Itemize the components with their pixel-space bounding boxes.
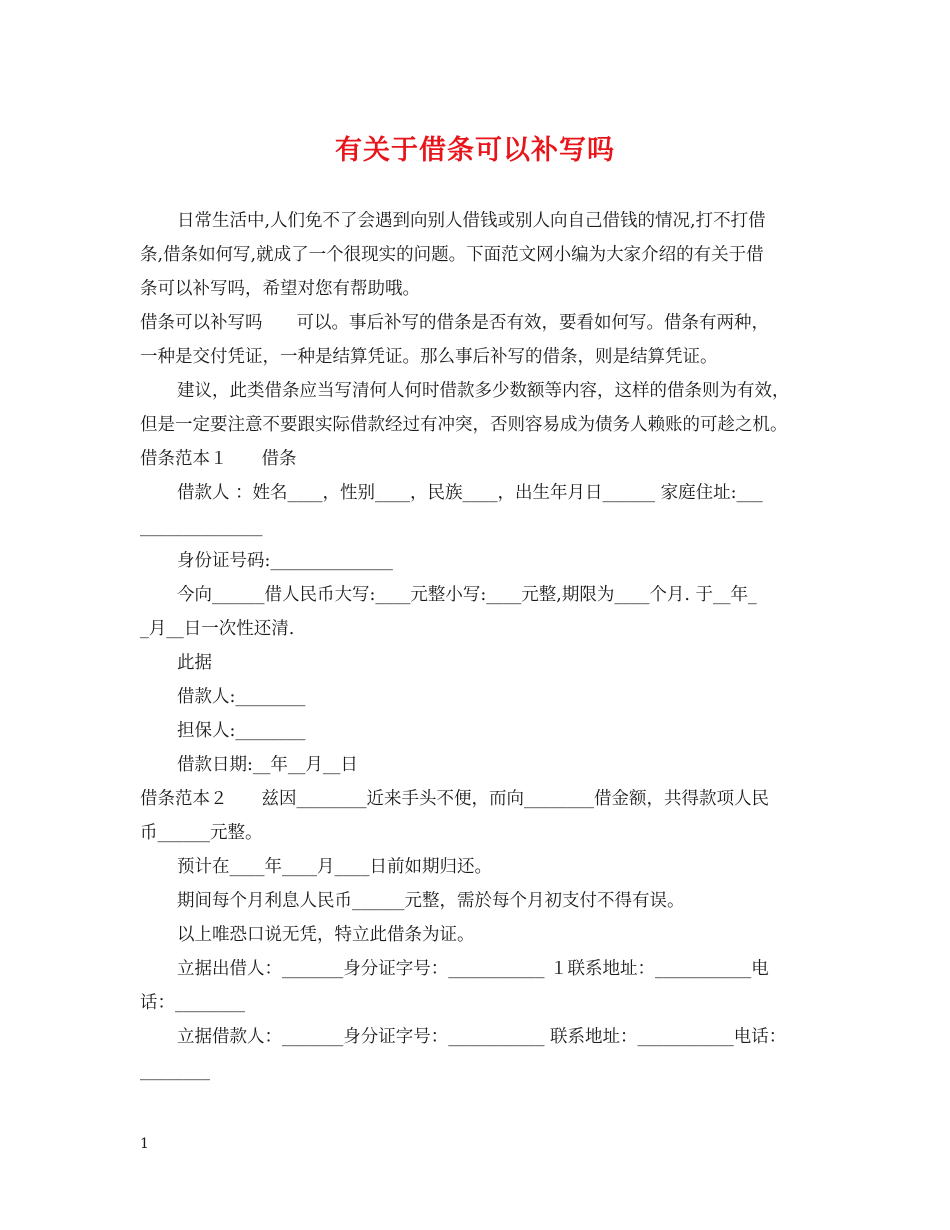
paragraph-line: 话：________ [140, 993, 245, 1013]
paragraph-line: ______________ [140, 517, 263, 537]
template-2-text: 兹因________近来手头不便，而向________借金额，共得款项人民 [261, 789, 769, 809]
paragraph-line: 担保人:________ [177, 721, 306, 741]
paragraph-line: 条,借条如何写,就成了一个很现实的问题。下面范文网小编为大家介绍的有关于借 [140, 245, 764, 265]
paragraph-line: 今向______借人民币大写:____元整小写:____元整,期限为____个月. 于__年_ [177, 585, 757, 605]
paragraph-line: 币______元整。 [140, 823, 263, 843]
paragraph-line [140, 306, 822, 340]
template-1-title: 借条 [261, 449, 297, 469]
paragraph-line: 期间每个月利息人民币______元整，需於每个月初支付不得有误。 [177, 891, 685, 911]
paragraph-line: 建议，此类借条应当写清何人何时借款多少数额等内容，这样的借条则为有效， [177, 381, 790, 401]
paragraph-line: 以上唯恐口说无凭，特立此借条为证。 [177, 925, 475, 945]
document-title: 有关于借条可以补写吗 [335, 135, 615, 166]
template-2-heading: 借条范本２ [140, 789, 228, 809]
paragraph-line: 一种是交付凭证，一种是结算凭证。那么事后补写的借条，则是结算凭证。 [140, 347, 718, 367]
paragraph-line: 预计在____年____月____日前如期归还。 [177, 857, 492, 877]
page-number: 1 [140, 1136, 149, 1152]
paragraph-line: 借款人 ：姓名____，性别____，民族____，出生年月日______ 家庭住址:___ [177, 483, 763, 503]
paragraph-line: 日常生活中,人们免不了会遇到向别人借钱或别人向自己借钱的情况,打不打借 [177, 211, 766, 231]
paragraph-line: 但是一定要注意不要跟实际借款经过有冲突，否则容易成为债务人赖账的可趁之机。 [140, 415, 788, 435]
answer-text: 可以。事后补写的借条是否有效，要看如何写。借条有两种， [296, 313, 769, 333]
paragraph-line: 立据出借人：_______身分证字号：___________ １联系地址：___________电 [177, 959, 769, 979]
paragraph-line: 此据 [177, 653, 212, 673]
paragraph-line [140, 782, 822, 816]
heading-can-rewrite: 借条可以补写吗 [140, 313, 263, 333]
template-1-heading: 借条范本１ [140, 449, 228, 469]
paragraph-line: _月__日一次性还清. [140, 619, 295, 639]
paragraph-line: 立据借款人：_______身分证字号：___________ 联系地址：___________电话： [177, 1027, 787, 1047]
paragraph-line: 身份证号码:______________ [177, 551, 393, 571]
paragraph-line: ________ [140, 1061, 210, 1081]
paragraph-line: 借款日期:__年__月__日 [177, 755, 358, 775]
paragraph-line: 条可以补写吗，希望对您有帮助哦。 [140, 279, 420, 299]
document-body [140, 204, 822, 1088]
paragraph-line: 借款人:________ [177, 687, 306, 707]
paragraph-line [140, 442, 822, 476]
